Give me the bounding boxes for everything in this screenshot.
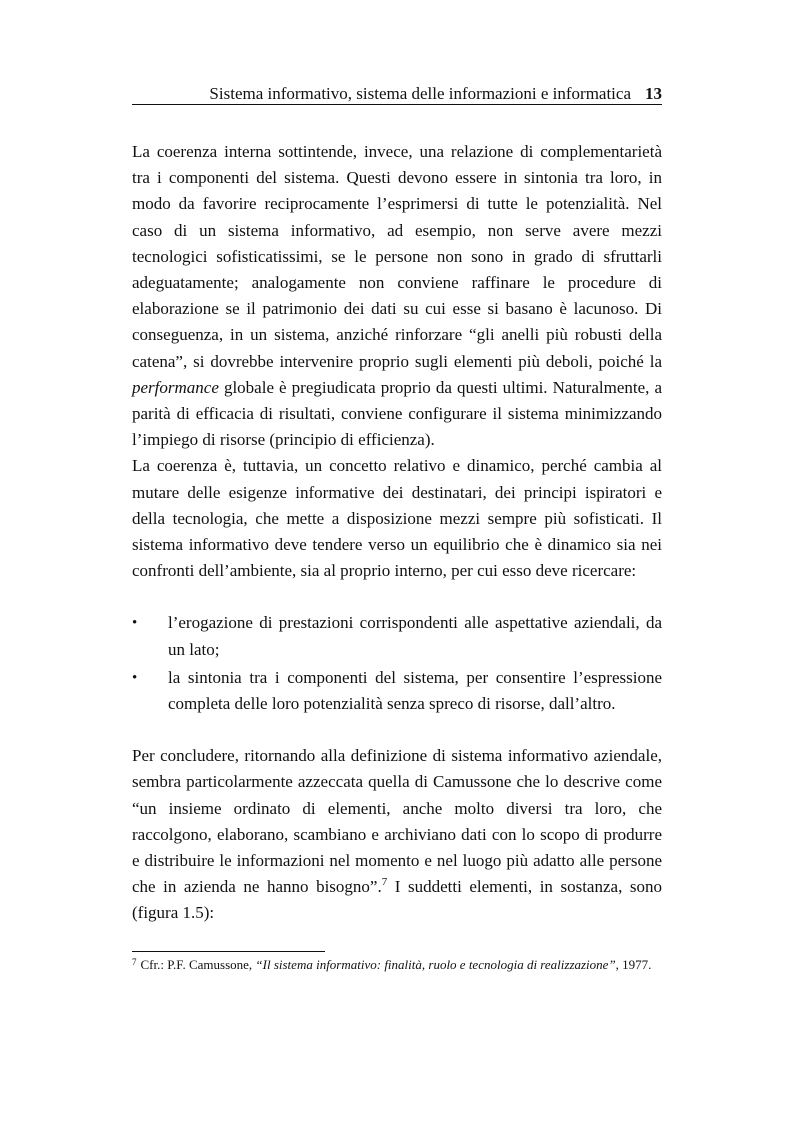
paragraph-conclusione [132,743,662,926]
list-item [132,665,662,717]
italic-term: performance [132,377,219,397]
footnote [132,957,662,974]
paragraph-text: I suddetti elementi, in sostanza, sono (figura 1.5): [132,877,662,923]
footnote-reference[interactable]: 7 [381,876,388,889]
bullet-marker: • [132,615,138,632]
list-item-text: la sintonia tra i componenti del sistema, per consentire l’espressione completa delle loro potenzialità senza spreco di risorse, dall’altro. [168,667,662,714]
paragraph-coerenza-interna [132,139,662,453]
paragraph-text: Per concludere, ritornando alla definizione di sistema informativo aziendale, sembra particolarmente azzeccata quella di Camussone che lo descrive come “un insieme ordinato di elementi, anche molto diversi tra loro, che raccolgono, elaborano, scambiano e archiviano dati con lo scopo di produrre e distribuire le informazioni nel momento e nel luogo più adatto alle persone che in azienda ne hanno bisogno”. [132,746,662,897]
list-item [132,610,662,662]
paragraph-text: globale è pregiudicata proprio da questi ultimi. Naturalmente, a parità di efficacia di risultati, conviene configurare il sistema minimizzando l’impiego di risorse (principio di efficienza). [132,377,662,450]
footnote-title: “Il sistema informativo: finalità, ruolo e tecnologia di realizzazione” [255,957,616,972]
body-text [132,139,662,927]
list-item-text: l’erogazione di prestazioni corrispondenti alle aspettative aziendali, da un lato; [168,613,662,659]
footnote-suffix: , 1977. [615,957,652,972]
footnote-prefix: Cfr.: P.F. Camussone, [140,957,256,972]
footnote-number: 7 [132,957,137,967]
paragraph-text: La coerenza interna sottintende, invece, una relazione di complementarietà tra i componenti del sistema. Questi devono essere in sintonia tra loro, in modo da favorire reciprocamente l’esprimersi di tutte le potenzialità. Nel caso di un sistema informativo, ad esempio, non serve avere mezzi tecnologici sofisticatissimi, se le persone non sono in grado di sfruttarli adeguatamente; analogamente non conviene raffinare le procedure di elaborazione se il patrimonio dei dati su cui esse si basano è lacunoso. Di conseguenza, in un sistema, anziché rinforzare “gli anelli più robusti della catena”, si dovrebbe intervenire proprio sugli elementi più deboli, poiché la [132,142,662,371]
page-number: 13 [645,84,662,103]
header-title: Sistema informativo, sistema delle informazioni e informatica [209,84,631,103]
paragraph-coerenza-dinamica: La coerenza è, tuttavia, un concetto relativo e dinamico, perché cambia al mutare delle esigenze informative dei destinatari, dei principi ispiratori e della tecnologia, che mette a disposizione mezzi sempre più sofisticati. Il sistema informativo deve tendere verso un equilibrio che è dinamico sia nei confronti dell’ambiente, sia al proprio interno, per cui esso deve ricercare: [132,456,662,581]
footnote-divider [132,951,325,952]
running-header [132,84,662,105]
bullet-list [132,610,662,717]
bullet-marker: • [132,669,138,686]
